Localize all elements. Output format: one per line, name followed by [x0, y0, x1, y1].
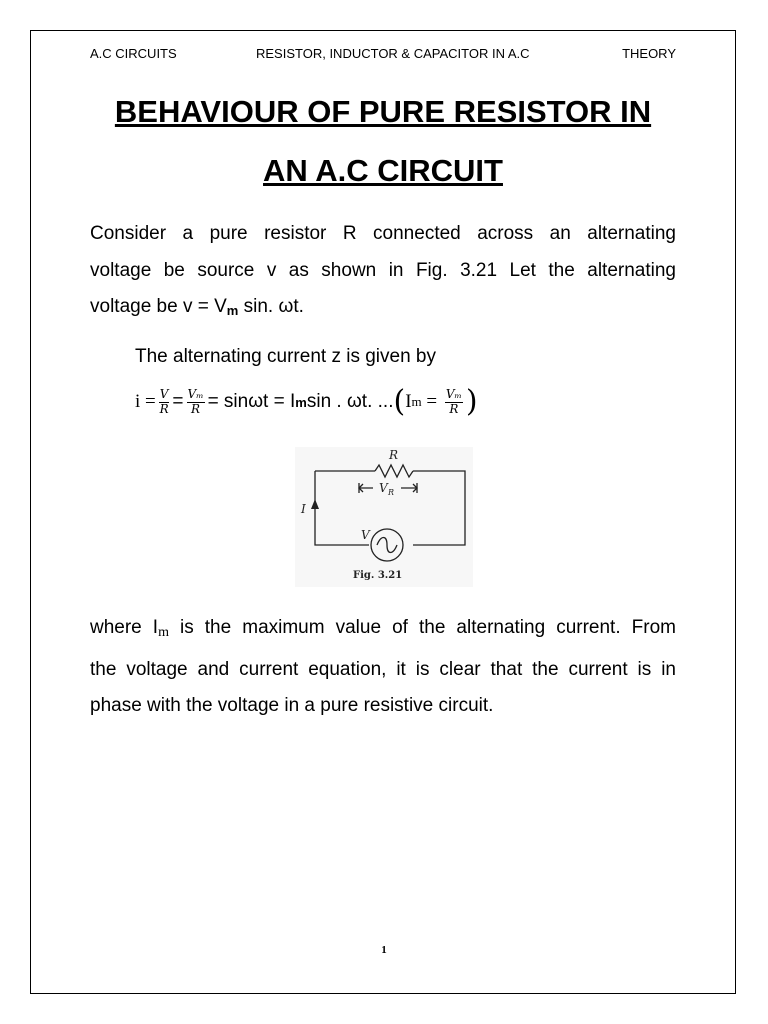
- conclusion-text: where I: [90, 617, 159, 638]
- fraction-numerator: Vₘ: [445, 387, 462, 402]
- conclusion-text-tail: is the maximum value of the alternating current. From: [168, 617, 676, 638]
- paragraph-intro-line-1: Consider a pure resistor R connected across an alternating: [90, 223, 676, 244]
- subscript-m: m: [295, 394, 307, 410]
- page-number: 1: [381, 944, 387, 956]
- circuit-diagram: [295, 447, 473, 587]
- resistor-zigzag: [375, 465, 413, 477]
- label-vr: V: [379, 481, 388, 495]
- header-left: A.C CIRCUITS: [90, 46, 177, 61]
- paragraph-conclusion-line-3: phase with the voltage in a pure resistive circuit.: [90, 695, 494, 716]
- fraction-denominator: R: [159, 401, 169, 416]
- wire-right: [413, 471, 465, 545]
- eq-im-equals: =: [421, 391, 442, 412]
- subscript-m: m: [226, 303, 239, 318]
- header-center: RESISTOR, INDUCTOR & CAPACITOR IN A.C: [256, 46, 530, 61]
- eq-im: I: [405, 391, 412, 412]
- fraction-numerator: Vₘ: [187, 387, 204, 402]
- eq-tail: sin . ωt. ...: [306, 391, 394, 412]
- subscript-m: m: [411, 394, 422, 409]
- fraction-vm-over-r-2: [445, 388, 463, 415]
- label-r: R: [389, 448, 399, 462]
- paragraph-intro: [90, 216, 676, 330]
- paren-open: (: [393, 384, 406, 419]
- vr-right-marker: [401, 483, 417, 493]
- paragraph-current: The alternating current z is given by: [135, 346, 436, 367]
- subscript-m: m: [158, 625, 169, 640]
- fraction-v-over-r: [159, 388, 170, 415]
- voltage-text: voltage be v = V: [90, 296, 227, 317]
- paragraph-conclusion: [90, 610, 676, 725]
- label-v: V: [361, 528, 370, 542]
- header-right: THEORY: [622, 46, 676, 61]
- current-equation: [135, 380, 478, 424]
- eq-i: i =: [135, 391, 156, 412]
- paren-close: ): [465, 384, 478, 419]
- fraction-denominator: R: [449, 401, 459, 416]
- voltage-text-tail: sin. ωt.: [238, 296, 304, 317]
- paragraph-conclusion-line-2: the voltage and current equation, it is clear that the current is in: [90, 658, 676, 680]
- eq-equals: =: [172, 391, 184, 412]
- paragraph-conclusion-line-1: [90, 610, 676, 652]
- fraction-denominator: R: [191, 401, 201, 416]
- current-arrow-icon: [311, 499, 319, 509]
- title-line-2: AN A.C CIRCUIT: [263, 153, 503, 188]
- label-vr-sub: R: [388, 488, 395, 497]
- vr-left-marker: [359, 483, 373, 493]
- page-header: [90, 46, 676, 64]
- paragraph-intro-line-3: [90, 289, 676, 330]
- fraction-vm-over-r: [187, 388, 205, 415]
- sine-icon: [377, 538, 397, 553]
- eq-middle: = sinωt = I: [207, 391, 296, 412]
- title-line-1: BEHAVIOUR OF PURE RESISTOR IN: [114, 94, 652, 129]
- fraction-numerator: V: [159, 387, 169, 402]
- paragraph-intro-line-2: voltage be source v as shown in Fig. 3.21 Let the alternating: [90, 259, 676, 281]
- label-i: I: [301, 502, 306, 516]
- figure-caption: Fig. 3.21: [353, 570, 403, 581]
- circuit-figure: [295, 447, 473, 587]
